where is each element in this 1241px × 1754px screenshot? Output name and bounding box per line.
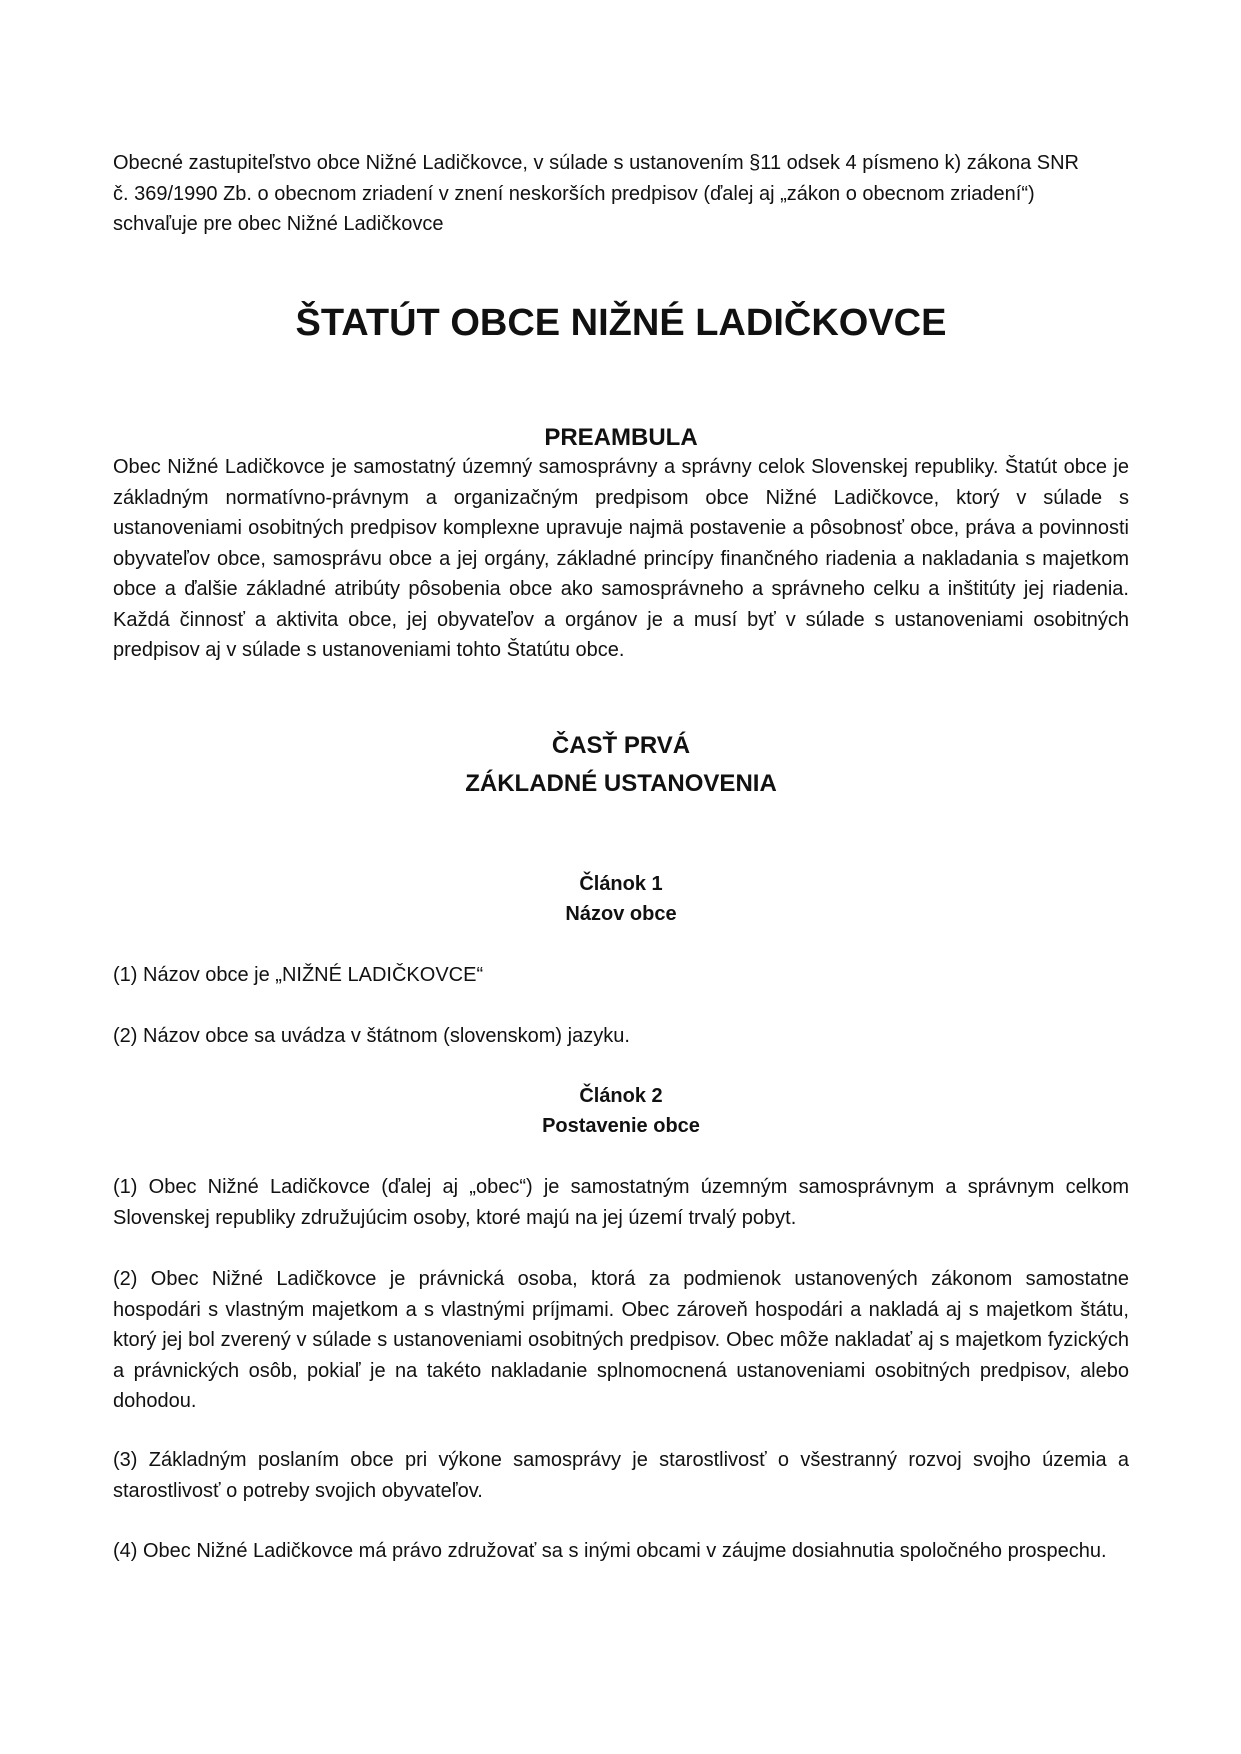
part-number: ČASŤ PRVÁ — [551, 732, 691, 759]
intro-line: schvaľuje pre obec Nižné Ladičkovce — [113, 213, 444, 235]
intro-line: č. 369/1990 Zb. o obecnom zriadení v znení neskorších predpisov (ďalej aj „zákon o obecnom zriadení“) — [113, 182, 1035, 205]
preamble-text: Obec Nižné Ladičkovce je samostatný územný samosprávny a správny celok Slovenskej republiky. Štatút obce je základným normatívno-právnym a organizačným predpisom obce Nižné Ladičkovce, ktorý v súlade s ustanoveniami osobitných predpisov komplexne upravuje najmä postavenie a pôsobnosť obce, práva a povinnosti obyvateľov obce, samosprávu obce a jej orgány, základné princípy finančného riadenia a nakladania s majetkom obce a ďalšie základné atribúty pôsobenia obce ako samosprávneho a správneho celku a inštitúty jej riadenia. Každá činnosť a aktivita obce, jej obyvateľov a orgánov je a musí byť v súlade s ustanoveniami osobitných predpisov aj v súlade s ustanoveniami tohto Štatútu obce. — [113, 456, 1129, 661]
article-1-paragraph-1: (1) Názov obce je „NIŽNÉ LADIČKOVCE“ — [113, 964, 484, 986]
article-1-number: Článok 1 — [579, 873, 663, 895]
article-1-name: Názov obce — [565, 903, 677, 925]
article-2-paragraph-3: (3) Základným poslaním obce pri výkone samosprávy je starostlivosť o všestranný rozvoj svojho územia a starostlivosť o potreby svojich obyvateľov. — [113, 1449, 1129, 1502]
article-2-paragraph-2: (2) Obec Nižné Ladičkovce je právnická osoba, ktorá za podmienok ustanovených zákonom samostatne hospodári s vlastným majetkom a s vlastnými príjmami. Obec zároveň hospodári a nakladá aj s majetkom štátu, ktorý jej bol zverený v súlade s ustanoveniami osobitných predpisov. Obec môže nakladať aj s majetkom fyzických a právnických osôb, pokiaľ je na takéto nakladanie splnomocnená ustanoveniami osobitných predpisov, alebo dohodou. — [113, 1268, 1129, 1412]
document-title: ŠTATÚT OBCE NIŽNÉ LADIČKOVCE — [295, 302, 947, 344]
article-2-number: Článok 2 — [579, 1085, 663, 1107]
intro-line: Obecné zastupiteľstvo obce Nižné Ladičkovce, v súlade s ustanovením §11 odsek 4 písmeno k) zákona SNR — [113, 152, 1079, 174]
article-2-name: Postavenie obce — [542, 1115, 700, 1137]
article-2-paragraph-1: (1) Obec Nižné Ladičkovce (ďalej aj „obec“) je samostatným územným samosprávnym a správnym celkom Slovenskej republiky združujúcim osoby, ktoré majú na jej území trvalý pobyt. — [113, 1176, 1129, 1229]
article-2-paragraph-4: (4) Obec Nižné Ladičkovce má právo združovať sa s inými obcami v záujme dosiahnutia spoločného prospechu. — [113, 1540, 1107, 1562]
article-1-paragraph-2: (2) Názov obce sa uvádza v štátnom (slovenskom) jazyku. — [113, 1025, 630, 1047]
preamble-heading: PREAMBULA — [544, 424, 698, 451]
intro-paragraph — [113, 148, 1129, 240]
part-name: ZÁKLADNÉ USTANOVENIA — [465, 770, 777, 797]
